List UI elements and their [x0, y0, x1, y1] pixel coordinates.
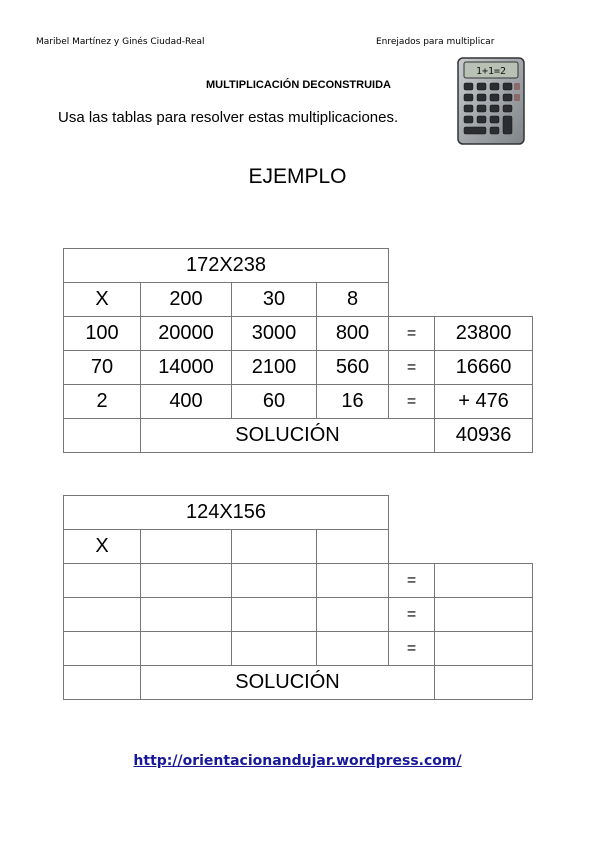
- row-label-input[interactable]: [64, 598, 141, 632]
- example-multiplication-grid: [63, 248, 533, 453]
- table-row: [64, 564, 533, 598]
- corner-cell: X: [64, 283, 141, 317]
- solution-value-input[interactable]: [435, 666, 533, 700]
- solution-label: SOLUCIÓN: [141, 666, 435, 700]
- product-input[interactable]: [232, 598, 317, 632]
- row-result-input[interactable]: [435, 598, 533, 632]
- calculator-display: 1+1=2: [475, 66, 507, 77]
- product-cell: 60: [232, 385, 317, 419]
- col-header-input[interactable]: [317, 530, 389, 564]
- table-row: [64, 632, 533, 666]
- problem-cell: 124X156: [64, 496, 389, 530]
- equals-cell: =: [389, 632, 435, 666]
- table-row: [64, 385, 533, 419]
- product-input[interactable]: [232, 564, 317, 598]
- equals-cell: =: [389, 598, 435, 632]
- product-input[interactable]: [141, 598, 232, 632]
- solution-empty-cell: [64, 419, 141, 453]
- worksheet-title: MULTIPLICACIÓN DECONSTRUIDA: [206, 79, 391, 91]
- product-cell: 16: [317, 385, 389, 419]
- solution-row: [64, 666, 533, 700]
- col-header-input[interactable]: [141, 530, 232, 564]
- col-header: 8: [317, 283, 389, 317]
- table-row: [64, 598, 533, 632]
- row-label: 2: [64, 385, 141, 419]
- table-row: [64, 317, 533, 351]
- row-result: 23800: [435, 317, 533, 351]
- product-input[interactable]: [317, 598, 389, 632]
- calculator-icon: [456, 56, 528, 148]
- row-result: + 476: [435, 385, 533, 419]
- equals-cell: =: [389, 351, 435, 385]
- header-row: [64, 283, 533, 317]
- solution-row: [64, 419, 533, 453]
- product-cell: 2100: [232, 351, 317, 385]
- equals-cell: =: [389, 317, 435, 351]
- product-input[interactable]: [317, 632, 389, 666]
- problem-row: [64, 249, 533, 283]
- footer-link[interactable]: http://orientacionandujar.wordpress.com/: [133, 753, 462, 769]
- product-input[interactable]: [317, 564, 389, 598]
- row-result: 16660: [435, 351, 533, 385]
- blank-cell: [389, 530, 533, 564]
- exercise-multiplication-grid: [63, 495, 533, 700]
- row-label-input[interactable]: [64, 632, 141, 666]
- blank-cell: [389, 496, 533, 530]
- blank-cell: [389, 249, 533, 283]
- problem-cell: 172X238: [64, 249, 389, 283]
- instruction-text: Usa las tablas para resolver estas multiplicaciones.: [58, 109, 399, 126]
- col-header: 200: [141, 283, 232, 317]
- header-subject: Enrejados para multiplicar: [376, 37, 495, 47]
- solution-empty-cell: [64, 666, 141, 700]
- product-cell: 800: [317, 317, 389, 351]
- product-input[interactable]: [232, 632, 317, 666]
- product-cell: 3000: [232, 317, 317, 351]
- col-header: 30: [232, 283, 317, 317]
- solution-value: 40936: [435, 419, 533, 453]
- equals-cell: =: [389, 564, 435, 598]
- row-label-input[interactable]: [64, 564, 141, 598]
- product-input[interactable]: [141, 564, 232, 598]
- row-label: 70: [64, 351, 141, 385]
- blank-cell: [389, 283, 533, 317]
- table-row: [64, 351, 533, 385]
- header-row: [64, 530, 533, 564]
- equals-cell: =: [389, 385, 435, 419]
- product-cell: 20000: [141, 317, 232, 351]
- row-label: 100: [64, 317, 141, 351]
- col-header-input[interactable]: [232, 530, 317, 564]
- example-label: EJEMPLO: [248, 165, 347, 188]
- problem-row: [64, 496, 533, 530]
- solution-label: SOLUCIÓN: [141, 419, 435, 453]
- product-cell: 560: [317, 351, 389, 385]
- corner-cell: X: [64, 530, 141, 564]
- row-result-input[interactable]: [435, 632, 533, 666]
- header-authors: Maribel Martínez y Ginés Ciudad-Real: [36, 37, 205, 47]
- product-input[interactable]: [141, 632, 232, 666]
- row-result-input[interactable]: [435, 564, 533, 598]
- product-cell: 400: [141, 385, 232, 419]
- product-cell: 14000: [141, 351, 232, 385]
